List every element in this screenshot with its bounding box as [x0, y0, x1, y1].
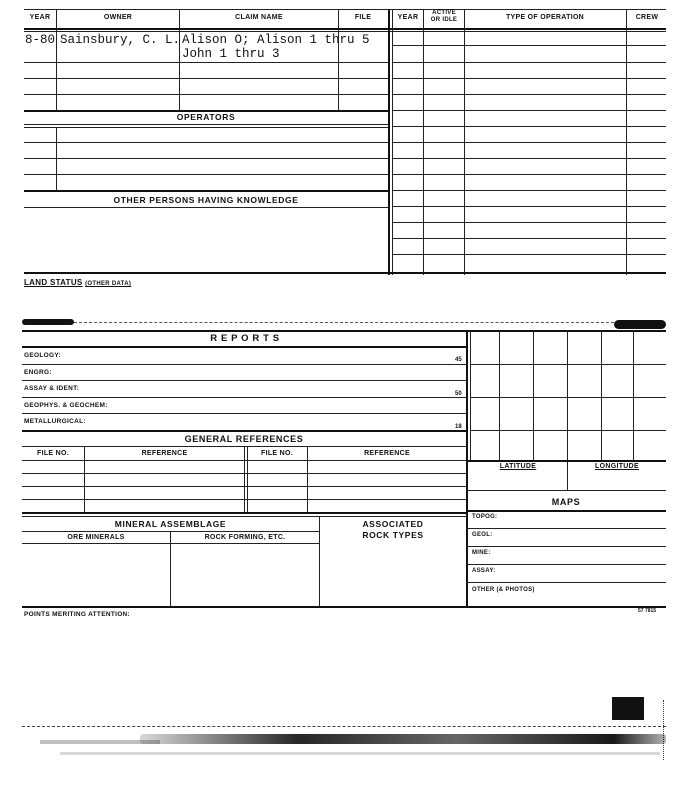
ore-minerals-label: ORE MINERALS [67, 534, 125, 541]
header-claim-name: CLAIM NAME [235, 14, 283, 21]
gr-reference-2: REFERENCE [364, 450, 410, 457]
report-geology-num: 45 [455, 357, 462, 363]
entry-year: 8-80 [25, 33, 56, 47]
associated-rock-types-line2: ROCK TYPES [362, 530, 424, 540]
gr-file-no-2: FILE NO. [261, 450, 293, 457]
gr-file-no-1: FILE NO. [37, 450, 69, 457]
report-engrg: ENGRG: [24, 369, 52, 376]
rock-forming-label: ROCK FORMING, ETC. [204, 534, 286, 541]
land-status-label: LAND STATUS (OTHER DATA) [24, 278, 132, 287]
header-active: ACTIVE [432, 10, 456, 16]
header-type-of-operation: TYPE OF OPERATION [505, 14, 585, 21]
entry-claim-line1: Alison O; Alison 1 thru 5 [182, 33, 370, 47]
header-crew: CREW [635, 14, 659, 21]
report-geology: GEOLOGY: [24, 352, 61, 359]
report-metallurgical: METALLURGICAL: [24, 418, 86, 425]
reports-title: R E P O R T S [210, 333, 280, 344]
map-topog: TOPOG: [472, 514, 498, 520]
scan-mark-left [22, 319, 74, 325]
header-year: YEAR [29, 14, 51, 21]
map-geol: GEOL: [472, 532, 493, 538]
report-assay: ASSAY & IDENT: [24, 385, 80, 392]
points-meriting-attention-label: POINTS MERITING ATTENTION: [24, 611, 131, 618]
header-year-right: YEAR [397, 14, 419, 21]
maps-title: MAPS [551, 497, 581, 507]
knowledge-title: OTHER PERSONS HAVING KNOWLEDGE [113, 195, 299, 205]
longitude-label: LONGITUDE [595, 463, 639, 470]
header-owner: OWNER [103, 14, 133, 21]
operators-title: OPERATORS [176, 112, 236, 122]
gr-reference-1: REFERENCE [141, 450, 188, 457]
report-geophys: GEOPHYS. & GEOCHEM: [24, 402, 108, 409]
mineral-assemblage-title: MINERAL ASSEMBLAGE [114, 519, 227, 529]
header-or-idle: OR IDLE [430, 17, 458, 23]
form-number: 57 7815 [638, 608, 657, 614]
entry-owner: Sainsbury, C. L. [60, 33, 181, 47]
entry-claim-line2: John 1 thru 3 [182, 47, 280, 61]
scan-mark-right [614, 320, 666, 329]
map-other-photos: OTHER (& PHOTOS) [472, 587, 535, 593]
general-references-title: GENERAL REFERENCES [184, 434, 304, 444]
report-metallurgical-num: 18 [455, 424, 462, 430]
header-file: FILE [354, 14, 372, 21]
map-mine: MINE: [472, 550, 491, 556]
latitude-label: LATITUDE [499, 463, 537, 470]
report-assay-num: 50 [455, 391, 462, 397]
associated-rock-types-line1: ASSOCIATED [362, 519, 424, 529]
map-assay: ASSAY: [472, 568, 496, 574]
